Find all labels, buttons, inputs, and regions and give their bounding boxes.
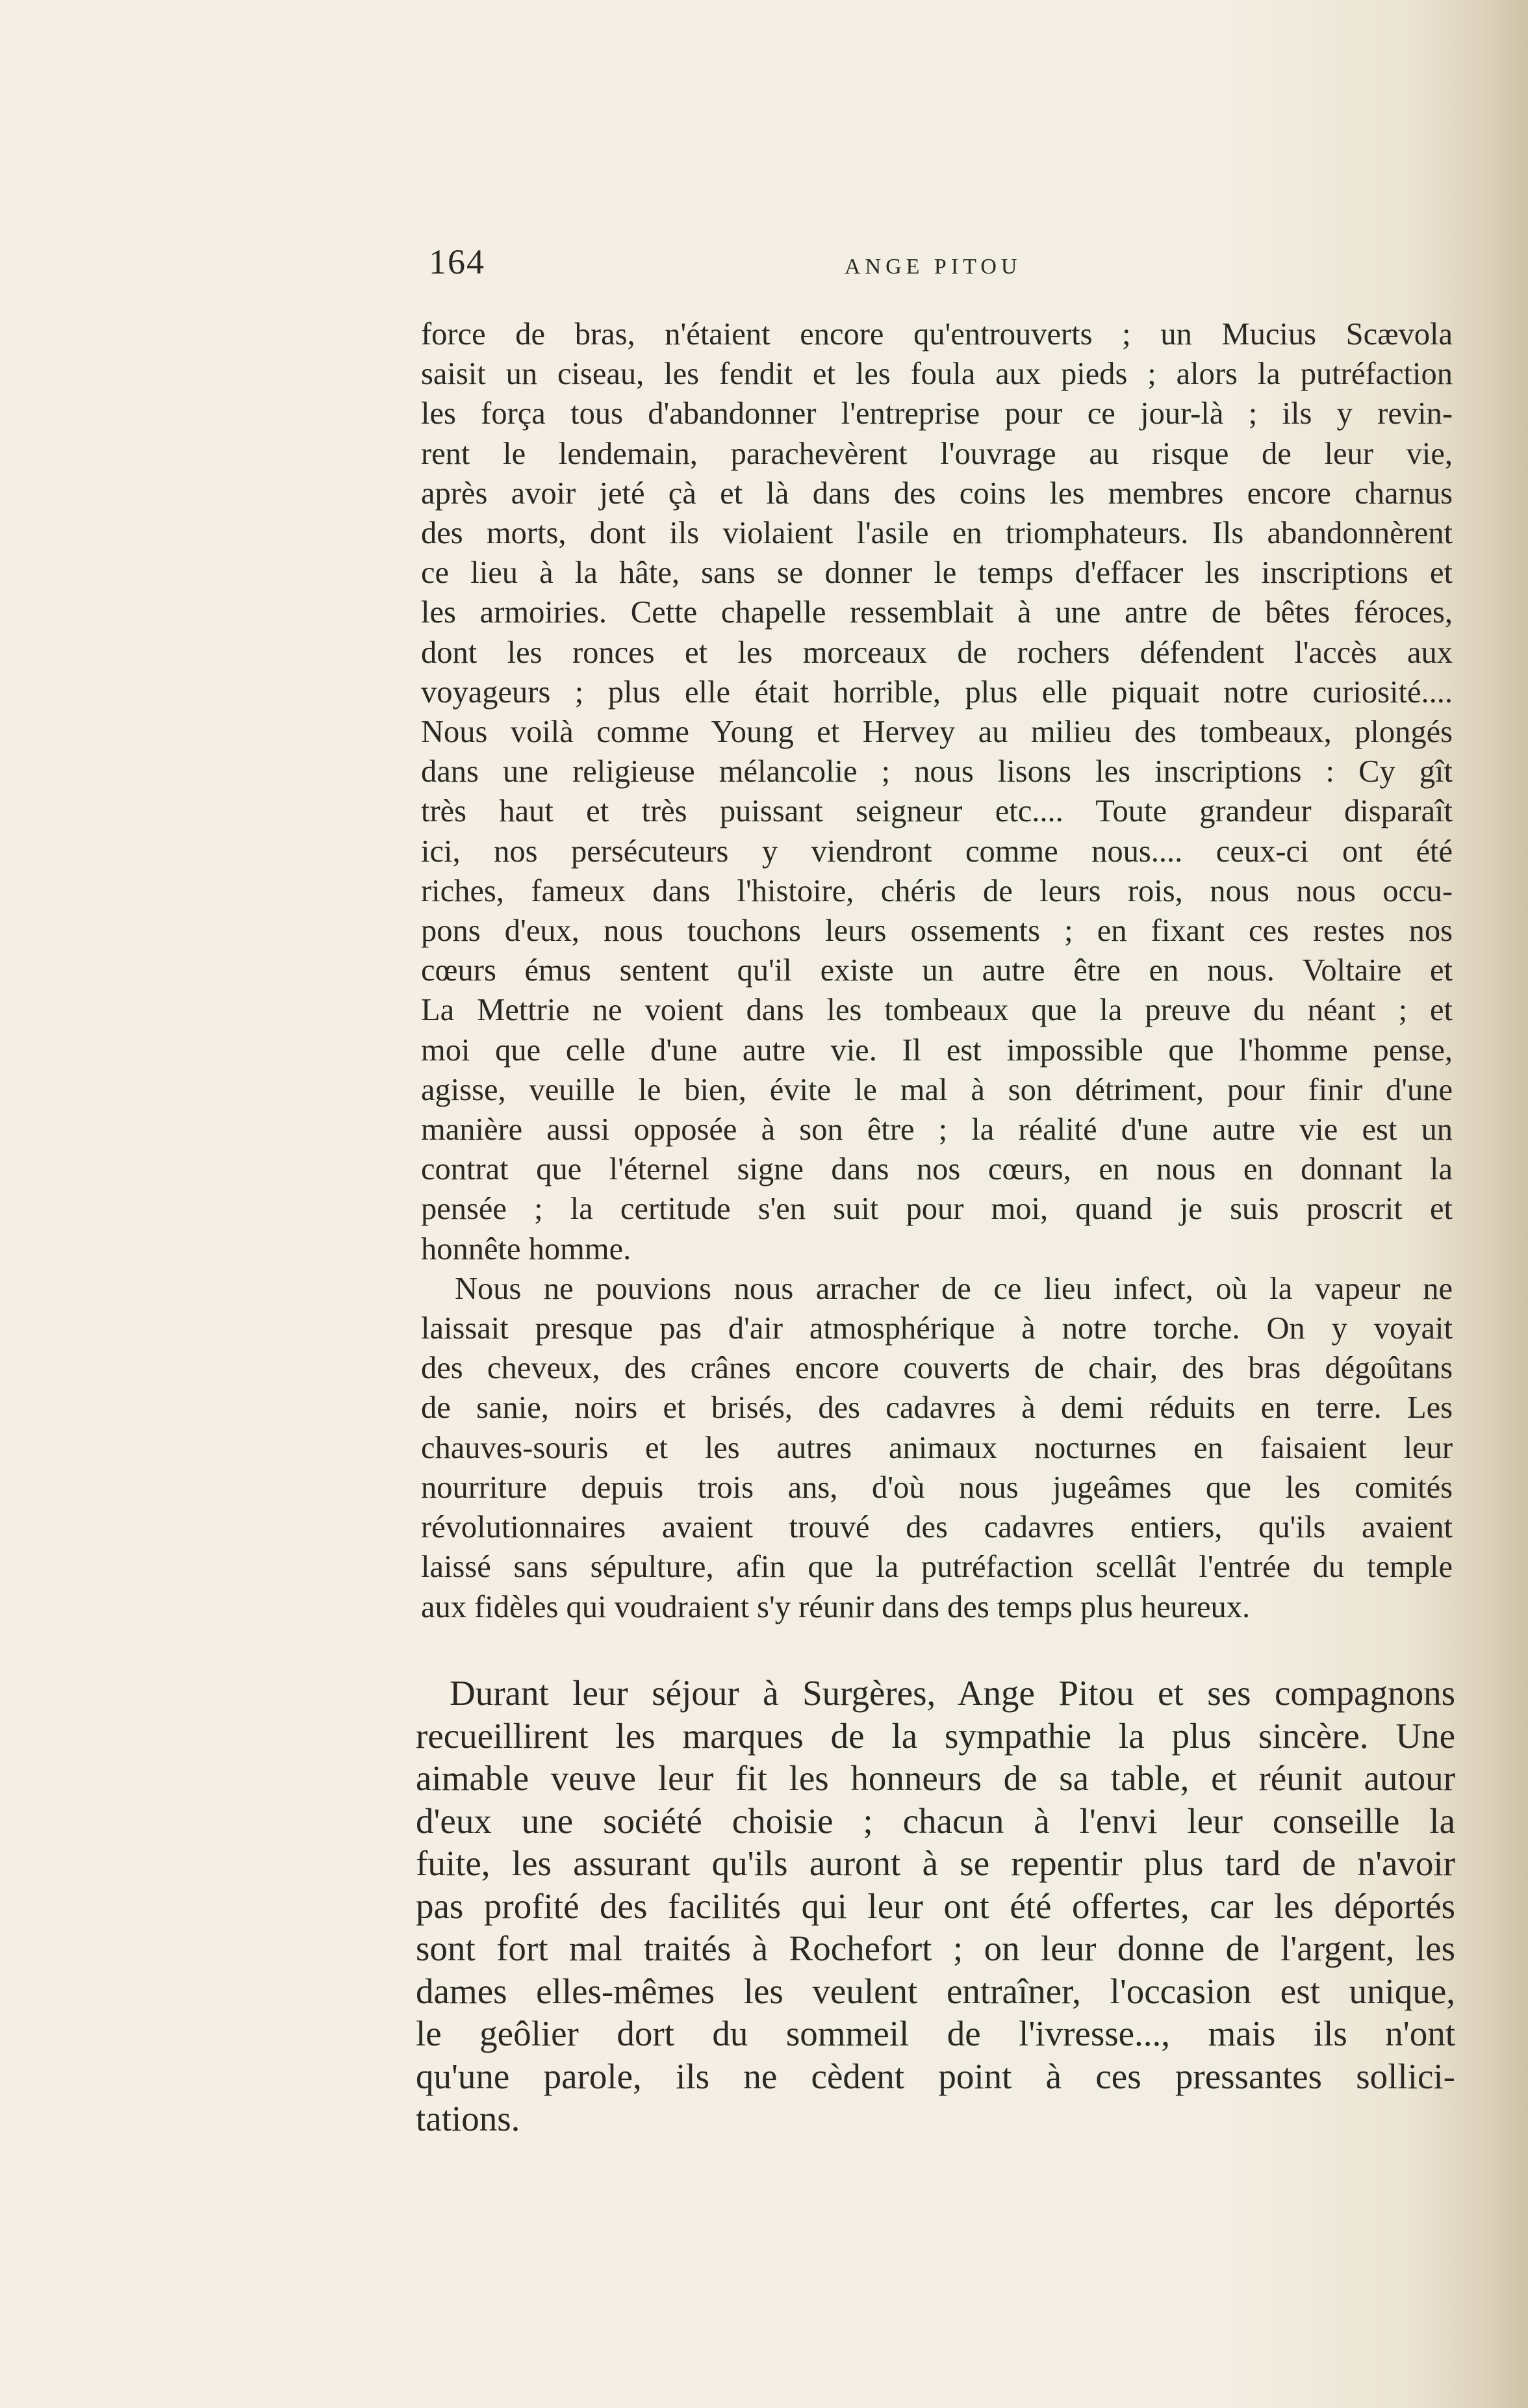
body-paragraph: [416, 1672, 1455, 2140]
text-line: honnête homme.: [421, 1231, 631, 1266]
text-line: aux fidèles qui voudraient s'y réunir dans des temps plus heureux.: [421, 1589, 1251, 1624]
text-line: de sanie, noirs et brisés, des cadavres à demi réduits en terre. Les: [421, 1390, 1453, 1426]
text-line: très haut et très puissant seigneur etc.... Toute grandeur disparaît: [421, 794, 1453, 829]
text-line: recueillirent les marques de la sympathie la plus sincère. Une: [416, 1715, 1455, 1756]
text-line: riches, fameux dans l'histoire, chéris de leurs rois, nous nous occu-: [421, 873, 1453, 908]
text-line: rent le lendemain, parachevèrent l'ouvrage au risque de leur vie,: [421, 436, 1453, 471]
text-line: des morts, dont ils violaient l'asile en triomphateurs. Ils abandonnèrent: [421, 516, 1453, 551]
text-line: après avoir jeté çà et là dans des coins les membres encore charnus: [421, 476, 1453, 511]
text-line: aimable veuve leur fit les honneurs de sa table, et réunit autour: [416, 1758, 1455, 1798]
text-line: contrat que l'éternel signe dans nos cœurs, en nous en donnant la: [421, 1152, 1453, 1187]
text-line: La Mettrie ne voient dans les tombeaux que la preuve du néant ; et: [421, 993, 1453, 1028]
text-line: chauves-souris et les autres animaux nocturnes en faisaient leur: [421, 1430, 1453, 1465]
text-line: pensée ; la certitude s'en suit pour moi, quand je suis proscrit et: [421, 1192, 1453, 1227]
text-line: dames elles-mêmes les veulent entraîner, l'occasion est unique,: [416, 1971, 1455, 2011]
text-line: pas profité des facilités qui leur ont été offertes, car les déportés: [416, 1886, 1455, 1926]
text-line: d'eux une société choisie ; chacun à l'envi leur conseille la: [416, 1800, 1455, 1841]
text-line: ici, nos persécuteurs y viendront comme nous.... ceux-ci ont été: [421, 834, 1453, 869]
quoted-passage: [421, 314, 1453, 1627]
text-line: les força tous d'abandonner l'entreprise pour ce jour-là ; ils y revin-: [421, 396, 1453, 431]
text-line: laissé sans sépulture, afin que la putréfaction scellât l'entrée du temple: [421, 1550, 1453, 1585]
text-line: agisse, veuille le bien, évite le mal à son détriment, pour finir d'une: [421, 1072, 1453, 1107]
text-line: voyageurs ; plus elle était horrible, plus elle piquait notre curiosité....: [421, 674, 1453, 710]
text-line: qu'une parole, ils ne cèdent point à ces pressantes sollici-: [416, 2056, 1455, 2096]
text-line: moi que celle d'une autre vie. Il est impossible que l'homme pense,: [421, 1032, 1453, 1068]
text-line: dans une religieuse mélancolie ; nous lisons les inscriptions : Cy gît: [421, 754, 1453, 789]
text-line: pons d'eux, nous touchons leurs ossements ; en fixant ces restes nos: [421, 914, 1453, 949]
text-line: force de bras, n'étaient encore qu'entrouverts ; un Mucius Scævola: [421, 317, 1453, 352]
text-line: nourriture depuis trois ans, d'où nous jugeâmes que les comités: [421, 1470, 1453, 1505]
text-line: sont fort mal traités à Rochefort ; on leur donne de l'argent, les: [416, 1928, 1455, 1968]
page-number: 164: [429, 242, 485, 281]
text-line: Durant leur séjour à Surgères, Ange Pitou et ses compagnons: [450, 1673, 1455, 1713]
text-line: le geôlier dort du sommeil de l'ivresse..., mais ils n'ont: [416, 2014, 1455, 2053]
text-line: laissait presque pas d'air atmosphérique à notre torche. On y voyait: [421, 1311, 1453, 1346]
running-title: ANGE PITOU: [845, 255, 1022, 279]
text-line: saisit un ciseau, les fendit et les foula aux pieds ; alors la putréfaction: [421, 357, 1453, 392]
text-line: cœurs émus sentent qu'il existe un autre être en nous. Voltaire et: [421, 953, 1453, 988]
text-line: fuite, les assurant qu'ils auront à se repentir plus tard de n'avoir: [416, 1843, 1455, 1883]
text-line: manière aussi opposée à son être ; la réalité d'une autre vie est un: [421, 1112, 1453, 1147]
text-line: des cheveux, des crânes encore couverts de chair, des bras dégoûtans: [421, 1351, 1453, 1386]
text-line: révolutionnaires avaient trouvé des cadavres entiers, qu'ils avaient: [421, 1510, 1453, 1545]
text-line: Nous ne pouvions nous arracher de ce lieu infect, où la vapeur ne: [455, 1271, 1453, 1306]
text-line: les armoiries. Cette chapelle ressemblait à une antre de bêtes féroces,: [421, 595, 1453, 630]
text-line: Nous voilà comme Young et Hervey au milieu des tombeaux, plongés: [421, 715, 1453, 750]
text-line: ce lieu à la hâte, sans se donner le temps d'effacer les inscriptions et: [421, 556, 1453, 591]
text-line: tations.: [416, 2099, 520, 2138]
text-line: dont les ronces et les morceaux de rochers défendent l'accès aux: [421, 635, 1453, 670]
